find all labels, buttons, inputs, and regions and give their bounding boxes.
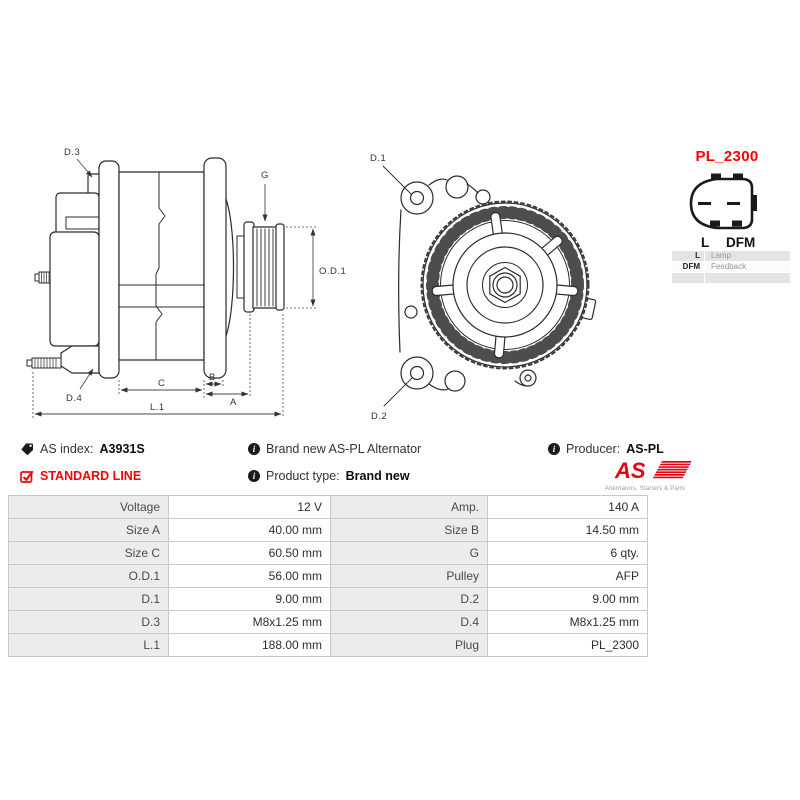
spec-value: 9.00 mm (488, 588, 648, 611)
dim-label-d1: D.1 (370, 153, 387, 164)
product-description (248, 442, 421, 456)
spec-key: D.1 (9, 588, 169, 611)
table-row (9, 588, 648, 611)
spec-key: Voltage (9, 496, 169, 519)
spec-key: Pulley (331, 565, 488, 588)
legend-value: Lamp (705, 251, 790, 261)
spec-key: Size A (9, 519, 169, 542)
spec-value: 56.00 mm (169, 565, 331, 588)
spec-key: D.4 (331, 611, 488, 634)
spec-value: 6 qty. (488, 542, 648, 565)
connector-drawing (691, 174, 757, 229)
spec-table (8, 495, 648, 657)
table-row (9, 634, 648, 657)
product-type-label: Product type: (266, 469, 340, 483)
check-square-icon (20, 469, 34, 483)
legend-key (672, 273, 704, 283)
side-view-drawing (27, 158, 284, 378)
info-icon (548, 443, 560, 455)
spec-value: 14.50 mm (488, 519, 648, 542)
as-index-label: AS index: (40, 442, 94, 456)
spec-key: Size B (331, 519, 488, 542)
as-pl-logo (595, 459, 695, 492)
front-view-drawing (383, 166, 596, 406)
info-icon (248, 443, 260, 455)
table-row (9, 565, 648, 588)
logo-caption: Alternators, Starters & Parts (604, 486, 686, 492)
dim-label-a: A (230, 397, 237, 408)
dim-label-d3: D.3 (64, 147, 81, 158)
dim-label-b: B (209, 372, 216, 383)
product-info-row-1 (0, 442, 800, 460)
dim-label-c: C (158, 378, 166, 389)
standard-line-text: STANDARD LINE (40, 469, 142, 483)
dim-label-d4: D.4 (66, 393, 83, 404)
as-pl-logo-mark (599, 459, 691, 481)
spec-value: 140 A (488, 496, 648, 519)
spec-key: G (331, 542, 488, 565)
connector-pin-l-label: L (701, 235, 710, 250)
spec-value: PL_2300 (488, 634, 648, 657)
product-type-field (248, 469, 410, 483)
spec-key: Amp. (331, 496, 488, 519)
spec-value: 40.00 mm (169, 519, 331, 542)
producer-value: AS-PL (626, 442, 664, 456)
table-row (9, 496, 648, 519)
spec-key: O.D.1 (9, 565, 169, 588)
spec-key: Plug (331, 634, 488, 657)
spec-value: 12 V (169, 496, 331, 519)
legend-key: DFM (672, 262, 704, 272)
logo-stripes (653, 461, 691, 478)
spec-key: D.2 (331, 588, 488, 611)
legend-key: L (672, 251, 704, 261)
plug-code-label: PL_2300 (695, 148, 759, 165)
description-text: Brand new AS-PL Alternator (266, 442, 422, 456)
table-row (9, 611, 648, 634)
spec-key: L.1 (9, 634, 169, 657)
legend-value: Feedback (705, 262, 790, 272)
spec-value: 188.00 mm (169, 634, 331, 657)
as-index-field (20, 442, 145, 456)
spec-value: 60.50 mm (169, 542, 331, 565)
logo-as-text: AS (615, 459, 646, 481)
producer-label: Producer: (566, 442, 621, 456)
dim-label-g: G (261, 170, 269, 181)
tag-icon (20, 442, 34, 456)
spec-key: D.3 (9, 611, 169, 634)
table-row (9, 519, 648, 542)
spec-value: 9.00 mm (169, 588, 331, 611)
dim-label-l1: L.1 (150, 402, 165, 413)
product-type-value: Brand new (345, 469, 410, 483)
legend-value (705, 273, 790, 283)
standard-line-badge (20, 469, 141, 483)
pin-legend-table (672, 251, 791, 283)
spec-value: M8x1.25 mm (488, 611, 648, 634)
spec-key: Size C (9, 542, 169, 565)
as-index-value: A3931S (99, 442, 145, 456)
spec-value: AFP (488, 565, 648, 588)
table-row (9, 542, 648, 565)
connector-pin-dfm-label: DFM (726, 235, 756, 250)
info-icon (248, 470, 260, 482)
dim-label-od1: O.D.1 (319, 266, 347, 277)
producer-field (548, 442, 664, 456)
dim-label-d2: D.2 (371, 411, 388, 422)
spec-value: M8x1.25 mm (169, 611, 331, 634)
